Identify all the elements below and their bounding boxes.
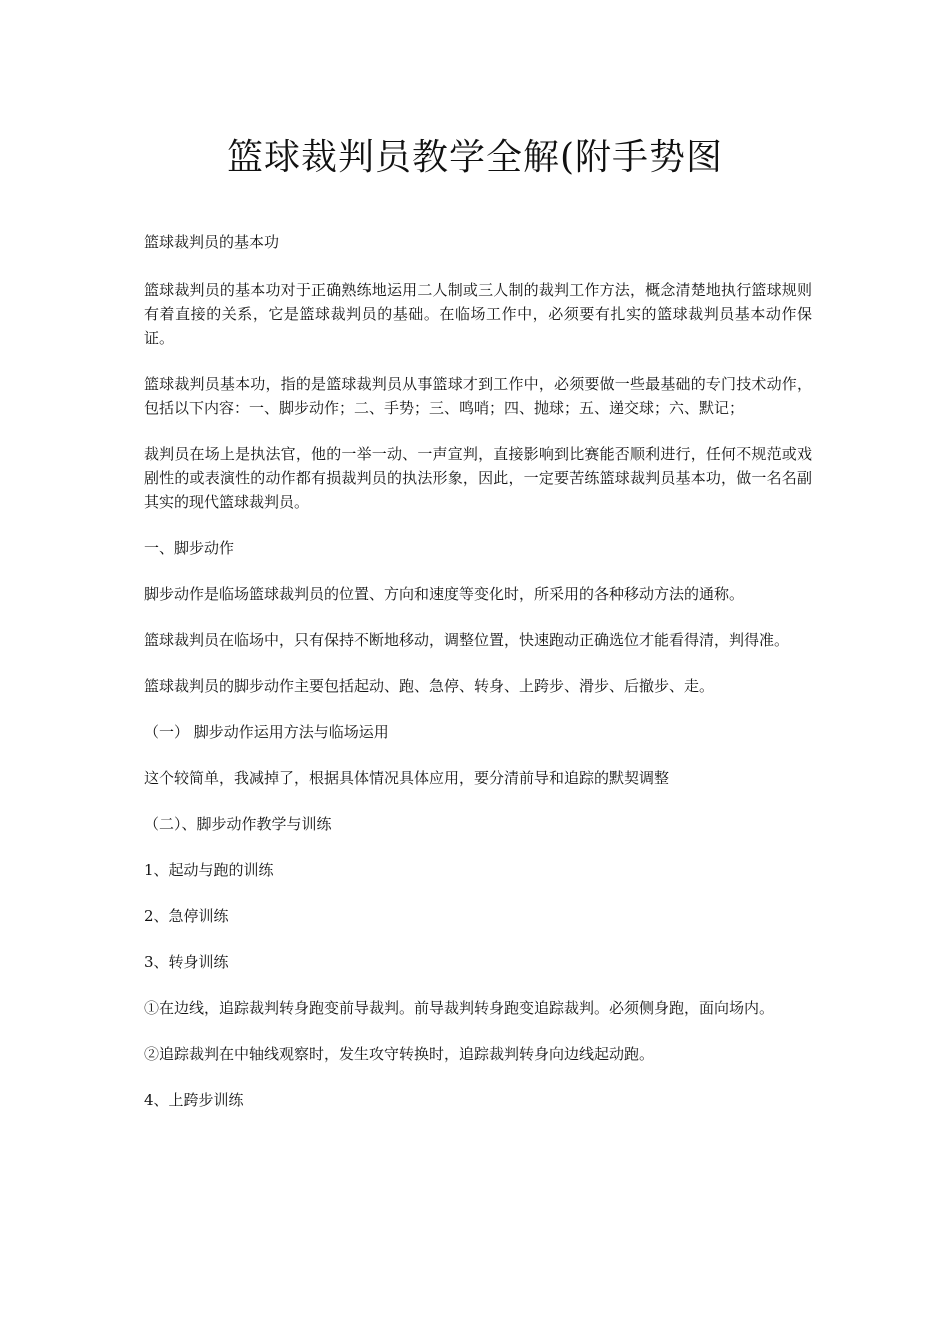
document-title: 篮球裁判员教学全解(附手势图: [226, 137, 724, 178]
section-heading: 一、脚步动作: [144, 539, 235, 557]
subsection-heading: （二）、脚步动作教学与训练: [144, 815, 332, 833]
list-item: 4、上跨步训练: [144, 1091, 244, 1109]
body-paragraph: 脚步动作是临场篮球裁判员的位置、方向和速度等变化时，所采用的各种移动方法的通称。: [144, 585, 745, 603]
body-paragraph: ①在边线，追踪裁判转身跑变前导裁判。前导裁判转身跑变追踪裁判。必须侧身跑，面向场内。: [144, 999, 775, 1017]
list-item: 3、转身训练: [144, 953, 229, 971]
list-item: 2、急停训练: [144, 907, 229, 925]
body-paragraph: 篮球裁判员基本功，指的是篮球裁判员从事篮球才到工作中，必须要做一些最基础的专门技术动作，包括以下内容：一、脚步动作；二、手势；三、鸣哨；四、抛球；五、递交球；六、默记；: [144, 375, 812, 417]
body-paragraph: ②追踪裁判在中轴线观察时，发生攻守转换时，追踪裁判转身向边线起动跑。: [144, 1045, 655, 1063]
section-heading: 篮球裁判员的基本功: [144, 233, 280, 251]
subsection-heading: （一） 脚步动作运用方法与临场运用: [144, 723, 389, 741]
body-paragraph: 裁判员在场上是执法官，他的一举一动、一声宣判，直接影响到比赛能否顺利进行，任何不规范或戏剧性的或表演性的动作都有损裁判员的执法形象，因此，一定要苦练篮球裁判员基本功，做一名名副其实的现代篮球裁判员。: [144, 445, 812, 511]
body-paragraph: 篮球裁判员的脚步动作主要包括起动、跑、急停、转身、上跨步、滑步、后撤步、走。: [144, 677, 715, 695]
body-paragraph: 这个较简单，我减掉了，根据具体情况具体应用，要分清前导和追踪的默契调整: [144, 769, 670, 787]
body-paragraph: 篮球裁判员的基本功对于正确熟练地运用二人制或三人制的裁判工作方法，概念清楚地执行篮球规则有着直接的关系，它是篮球裁判员的基础。在临场工作中，必须要有扎实的篮球裁判员基本动作保证。: [144, 281, 812, 347]
document-body: [144, 230, 812, 1134]
body-paragraph: 篮球裁判员在临场中，只有保持不断地移动，调整位置，快速跑动正确选位才能看得清，判得准。: [144, 631, 790, 649]
list-item: 1、起动与跑的训练: [144, 861, 274, 879]
